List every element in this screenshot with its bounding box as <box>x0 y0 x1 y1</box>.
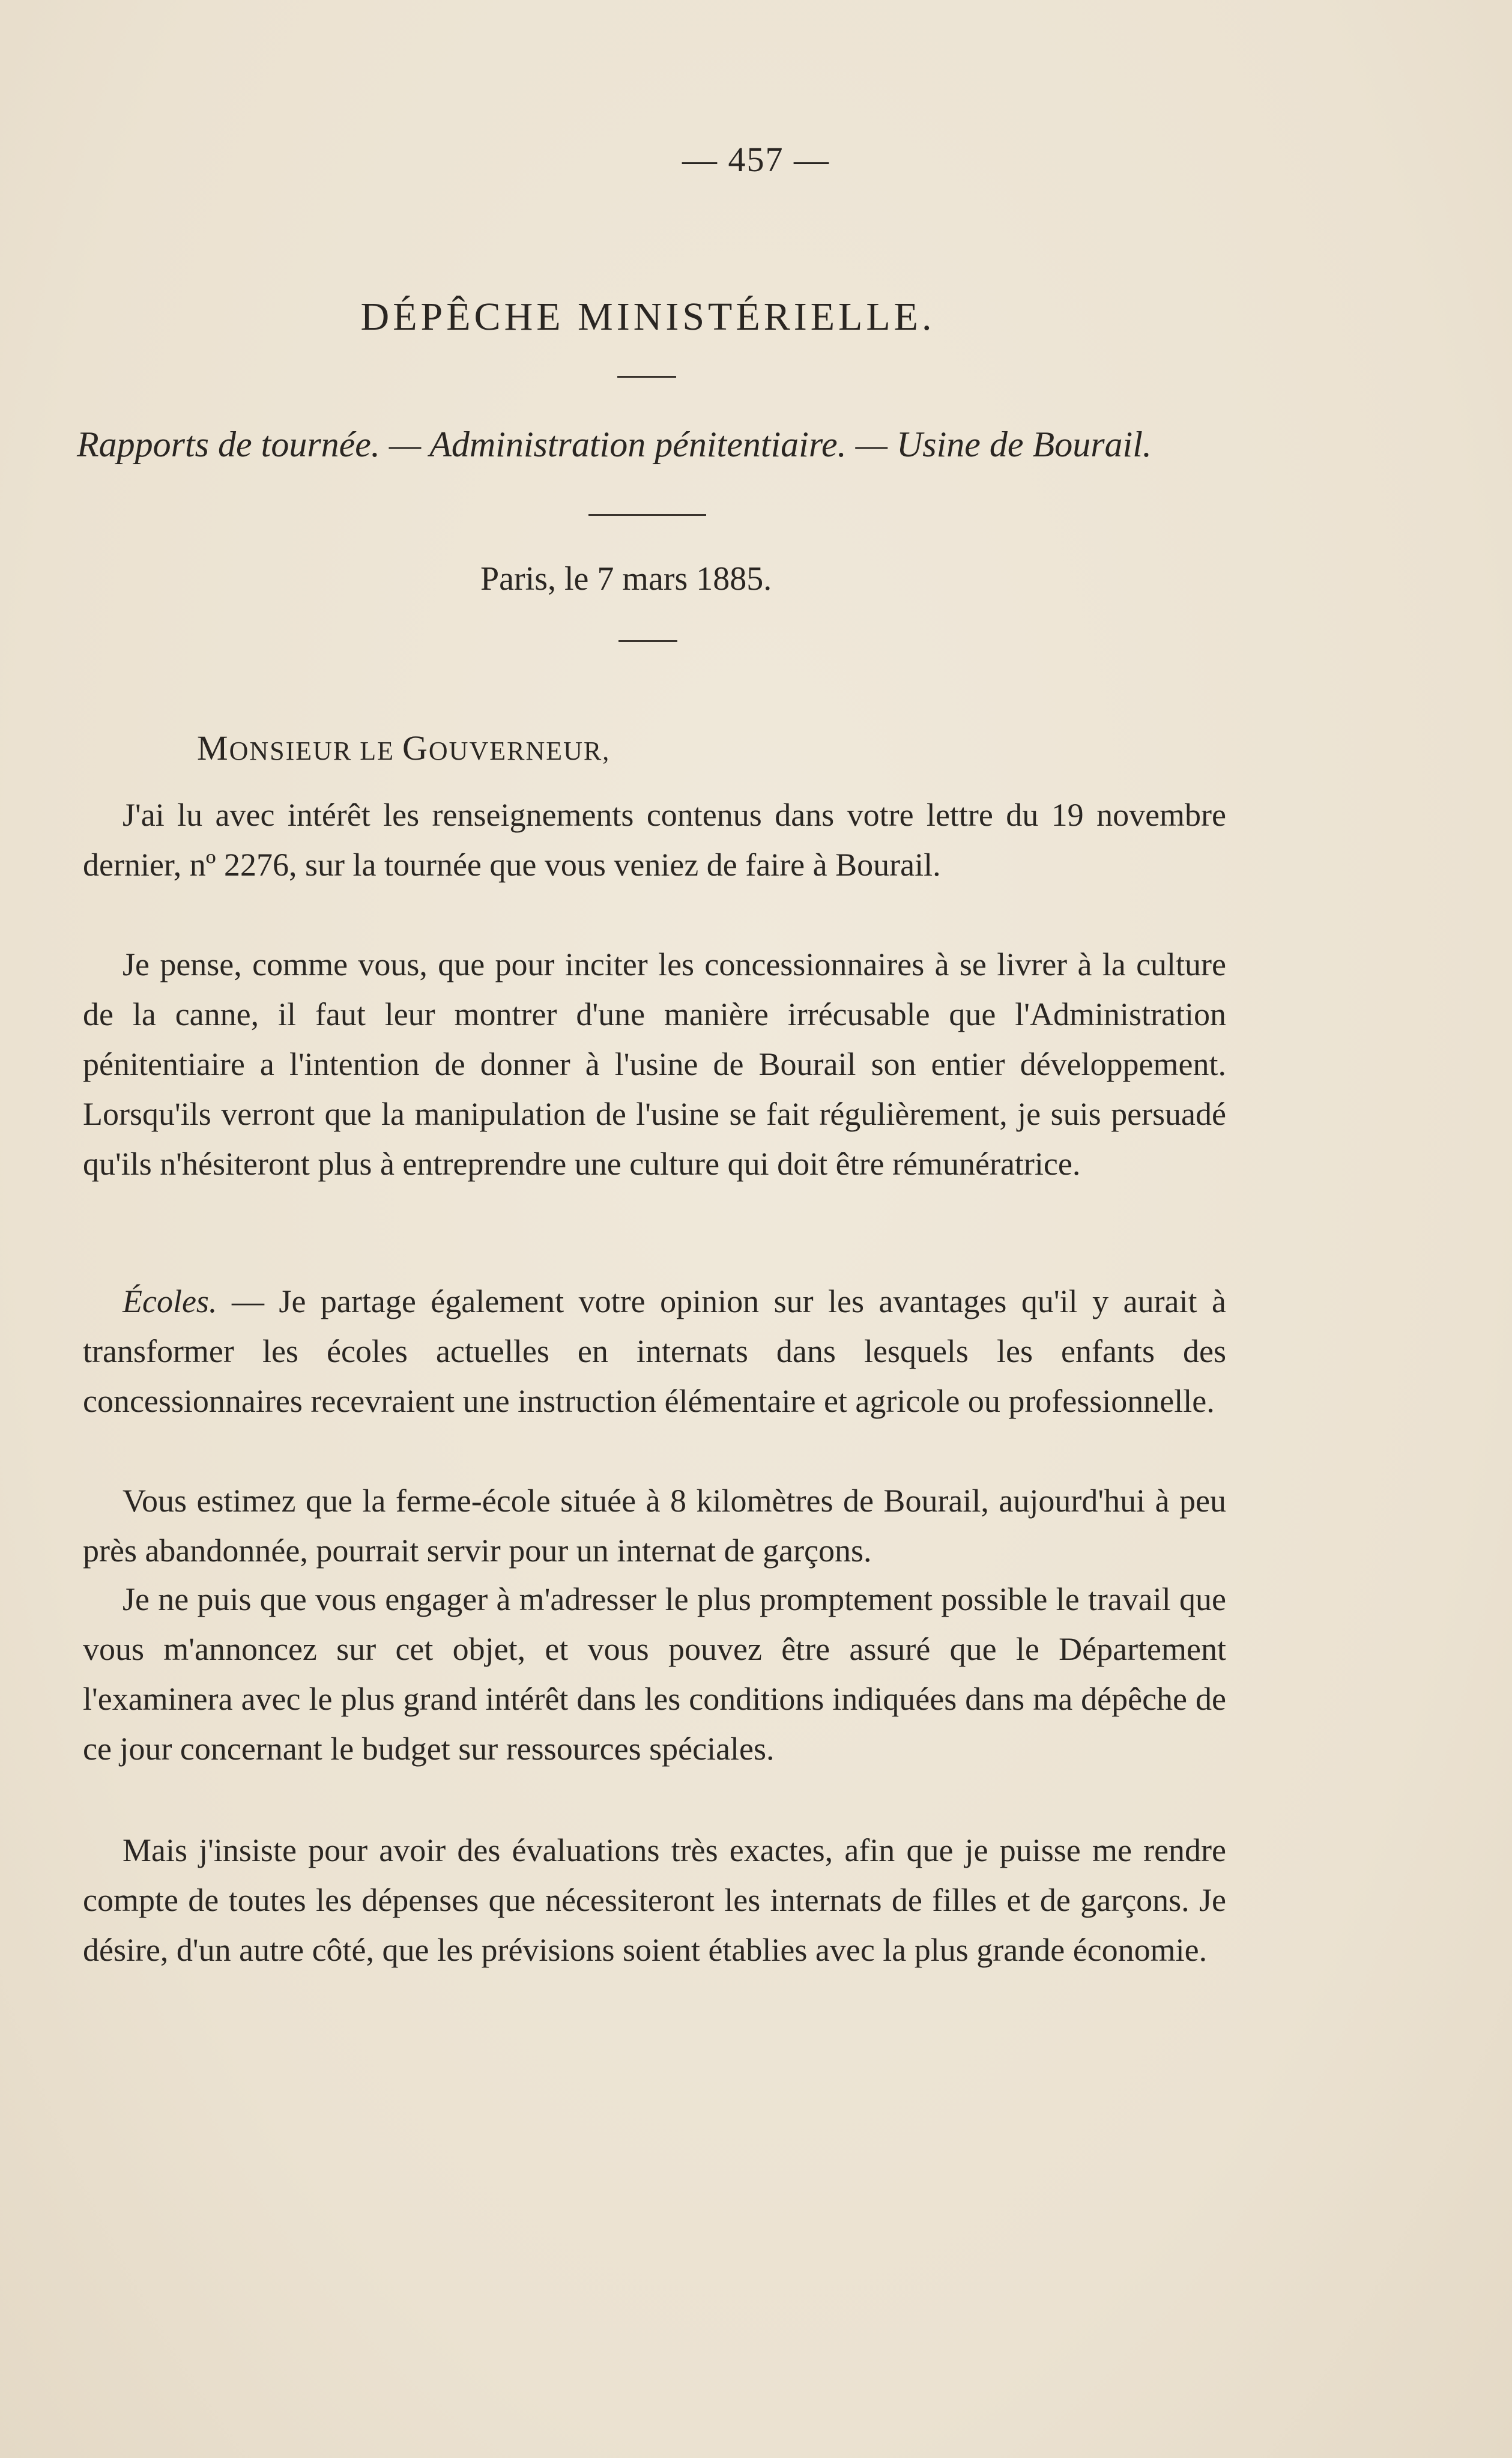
paragraph-4-text: Vous estimez que la ferme-école située à 8 kilomètres de Bourail, aujourd'hui à peu près abandonnée, pourrait servir pour un internat de garçons. <box>83 1483 1226 1569</box>
title-rule <box>617 376 676 378</box>
paragraph-5-text: Je ne puis que vous engager à m'adresser le plus promptement possible le travail que vous m'annoncez sur cet objet, et vous pouvez être assuré que le Département l'examinera avec le plus grand intérêt dans les conditions indiquées dans ma dépêche de ce jour concernant le budget sur ressources spéciales. <box>83 1581 1226 1767</box>
paragraph-1-text: J'ai lu avec intérêt les renseignements contenus dans votre lettre du 19 novembre dernier, nº 2276, sur la tournée que vous veniez de faire à Bourail. <box>83 797 1226 883</box>
paragraph-6 <box>83 1826 1226 1975</box>
paragraph-2-text: Je pense, comme vous, que pour inciter les concessionnaires à se livrer à la culture de la canne, il faut leur montrer d'une manière irrécusable que l'Administration pénitentiaire a l'intention de donner à l'usine de Bourail son entier développement. Lorsqu'ils verront que la manipulation de l'usine se fait régulièrement, je suis persuadé qu'ils n'hésiteront plus à entreprendre une culture qui doit être rémunératrice. <box>83 946 1226 1182</box>
paragraph-6-text: Mais j'insiste pour avoir des évaluations très exactes, afin que je puisse me rendre compte de toutes les dépenses que nécessiteront les internats de filles et de garçons. Je désire, d'un autre côté, que les prévisions soient établies avec la plus grande économie. <box>83 1832 1226 1968</box>
salutation-smallcaps-1: ONSIEUR LE <box>229 736 403 766</box>
paragraph-4 <box>83 1476 1226 1576</box>
page-number: — 457 — <box>682 140 830 179</box>
document-subtitle: Rapports de tournée. — Administration pénitentiaire. — Usine de Bourail. <box>77 425 1152 464</box>
salutation-smallcaps-2: OUVERNEUR, <box>428 736 611 766</box>
dateline: Paris, le 7 mars 1885. <box>480 560 772 598</box>
paragraph-ecoles-text <box>83 1277 1226 1426</box>
subtitle-rule <box>588 514 706 516</box>
paragraph-ecoles <box>83 1277 1226 1426</box>
dateline-rule <box>618 640 677 642</box>
paragraph-ecoles-body: — Je partage également votre opinion sur les avantages qu'il y aurait à transformer les écoles actuelles en internats dans lesquels les enfants des concessionnaires recevraient une instruction élémentaire et agricole ou professionnelle. <box>83 1283 1226 1419</box>
section-heading-ecoles: Écoles. <box>122 1283 217 1319</box>
paragraph-1 <box>83 790 1226 890</box>
salutation <box>197 728 610 768</box>
salutation-cap-1: M <box>197 728 229 767</box>
paragraph-2 <box>83 940 1226 1189</box>
paragraph-5 <box>83 1575 1226 1774</box>
salutation-cap-2: G <box>402 728 429 767</box>
document-title: DÉPÊCHE MINISTÉRIELLE. <box>360 295 936 339</box>
